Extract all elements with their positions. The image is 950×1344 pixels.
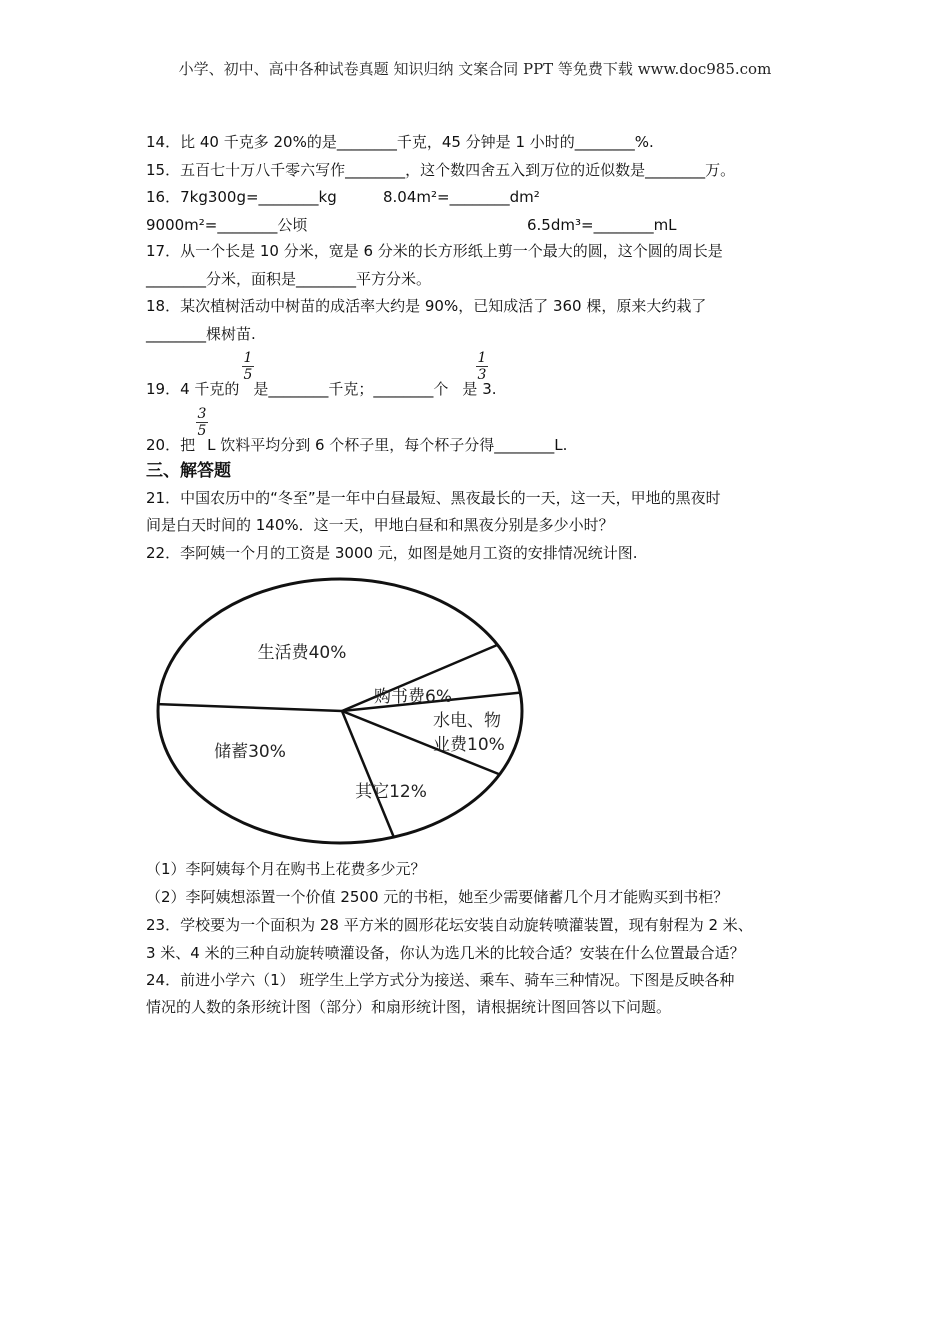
question-18-line1: 18．某次植树活动中树苗的成活率大约是 90%，已知成活了 360 棵，原来大约栽了 — [146, 297, 707, 315]
pie-label-books: 购书费6% — [374, 687, 452, 707]
question-22: 22．李阿姨一个月的工资是 3000 元，如图是她月工资的安排情况统计图. — [146, 544, 638, 562]
pie-label-utilities-line1: 水电、物 — [433, 711, 501, 731]
pie-label-living: 生活费40% — [257, 643, 347, 663]
section-heading: 三、解答题 — [146, 461, 231, 481]
question-23-line1: 23．学校要为一个面积为 28 平方米的圆形花坛安装自动旋转喷灌装置，现有射程为 2 米、 — [146, 916, 753, 934]
pie-slice-living — [158, 704, 342, 711]
question-24-line2: 情况的人数的条形统计图（部分）和扇形统计图，请根据统计图回答以下问题。 — [146, 998, 672, 1016]
question-17-line2: ________分米，面积是________平方分米。 — [146, 270, 432, 288]
fraction-numerator: 1 — [477, 350, 487, 366]
fraction-denominator: 5 — [243, 367, 253, 383]
salary-pie-chart — [155, 570, 535, 845]
question-19-prefix: 19．4 千克的 — [146, 380, 240, 398]
question-24-line1: 24．前进小学六（1） 班学生上学方式分为接送、乘车、骑车三种情况。下图是反映各种 — [146, 971, 735, 989]
question-22-part2: （2）李阿姨想添置一个价值 2500 元的书柜，她至少需要储蓄几个月才能购买到书柜？ — [146, 888, 729, 906]
question-18-line2: ________棵树苗. — [146, 325, 256, 343]
question-16b: 8.04m²=________dm² — [383, 188, 540, 206]
question-23-line2: 3 米、4 米的三种自动旋转喷灌设备，你认为选几米的比较合适？安装在什么位置最合适？ — [146, 944, 745, 962]
question-14: 14．比 40 千克多 20%的是________千克，45 分钟是 1 小时的________%. — [146, 133, 654, 151]
question-21-line1: 21．中国农历中的“冬至”是一年中白昼最短、黑夜最长的一天，这一天，甲地的黑夜时 — [146, 489, 721, 507]
question-17-line1: 17．从一个长是 10 分米，宽是 6 分米的长方形纸上剪一个最大的圆，这个圆的周长是 — [146, 242, 723, 260]
question-20-prefix: 20．把 — [146, 436, 196, 454]
question-19 — [146, 379, 497, 399]
question-19-suffix: 是 3. — [462, 380, 497, 398]
fraction-numerator: 1 — [243, 350, 253, 366]
pie-label-savings: 储蓄30% — [214, 742, 286, 762]
fraction-denominator: 3 — [477, 367, 487, 383]
question-20-suffix: L 饮料平均分到 6 个杯子里，每个杯子分得________L. — [207, 436, 568, 454]
question-16d: 6.5dm³=________mL — [527, 216, 677, 234]
fraction-denominator: 5 — [197, 423, 207, 439]
question-21-line2: 间是白天时间的 140%．这一天，甲地白昼和和黑夜分别是多少小时？ — [146, 516, 614, 534]
question-19-middle: 是________千克；________个 — [253, 380, 449, 398]
question-15: 15．五百七十万八千零六写作________，这个数四舍五入到万位的近似数是________万。 — [146, 161, 736, 179]
question-16a: 16．7kg300g=________kg — [146, 188, 337, 206]
fraction-numerator: 3 — [197, 406, 207, 422]
question-16c: 9000m²=________公顷 — [146, 216, 308, 234]
question-22-part1: （1）李阿姨每个月在购书上花费多少元？ — [146, 860, 426, 878]
page-header: 小学、初中、高中各种试卷真题 知识归纳 文案合同 PPT 等免费下载 www.doc985.com — [178, 60, 772, 78]
pie-label-utilities-line2: 业费10% — [433, 735, 505, 755]
question-20 — [146, 435, 567, 455]
pie-label-other: 其它12% — [355, 782, 427, 802]
